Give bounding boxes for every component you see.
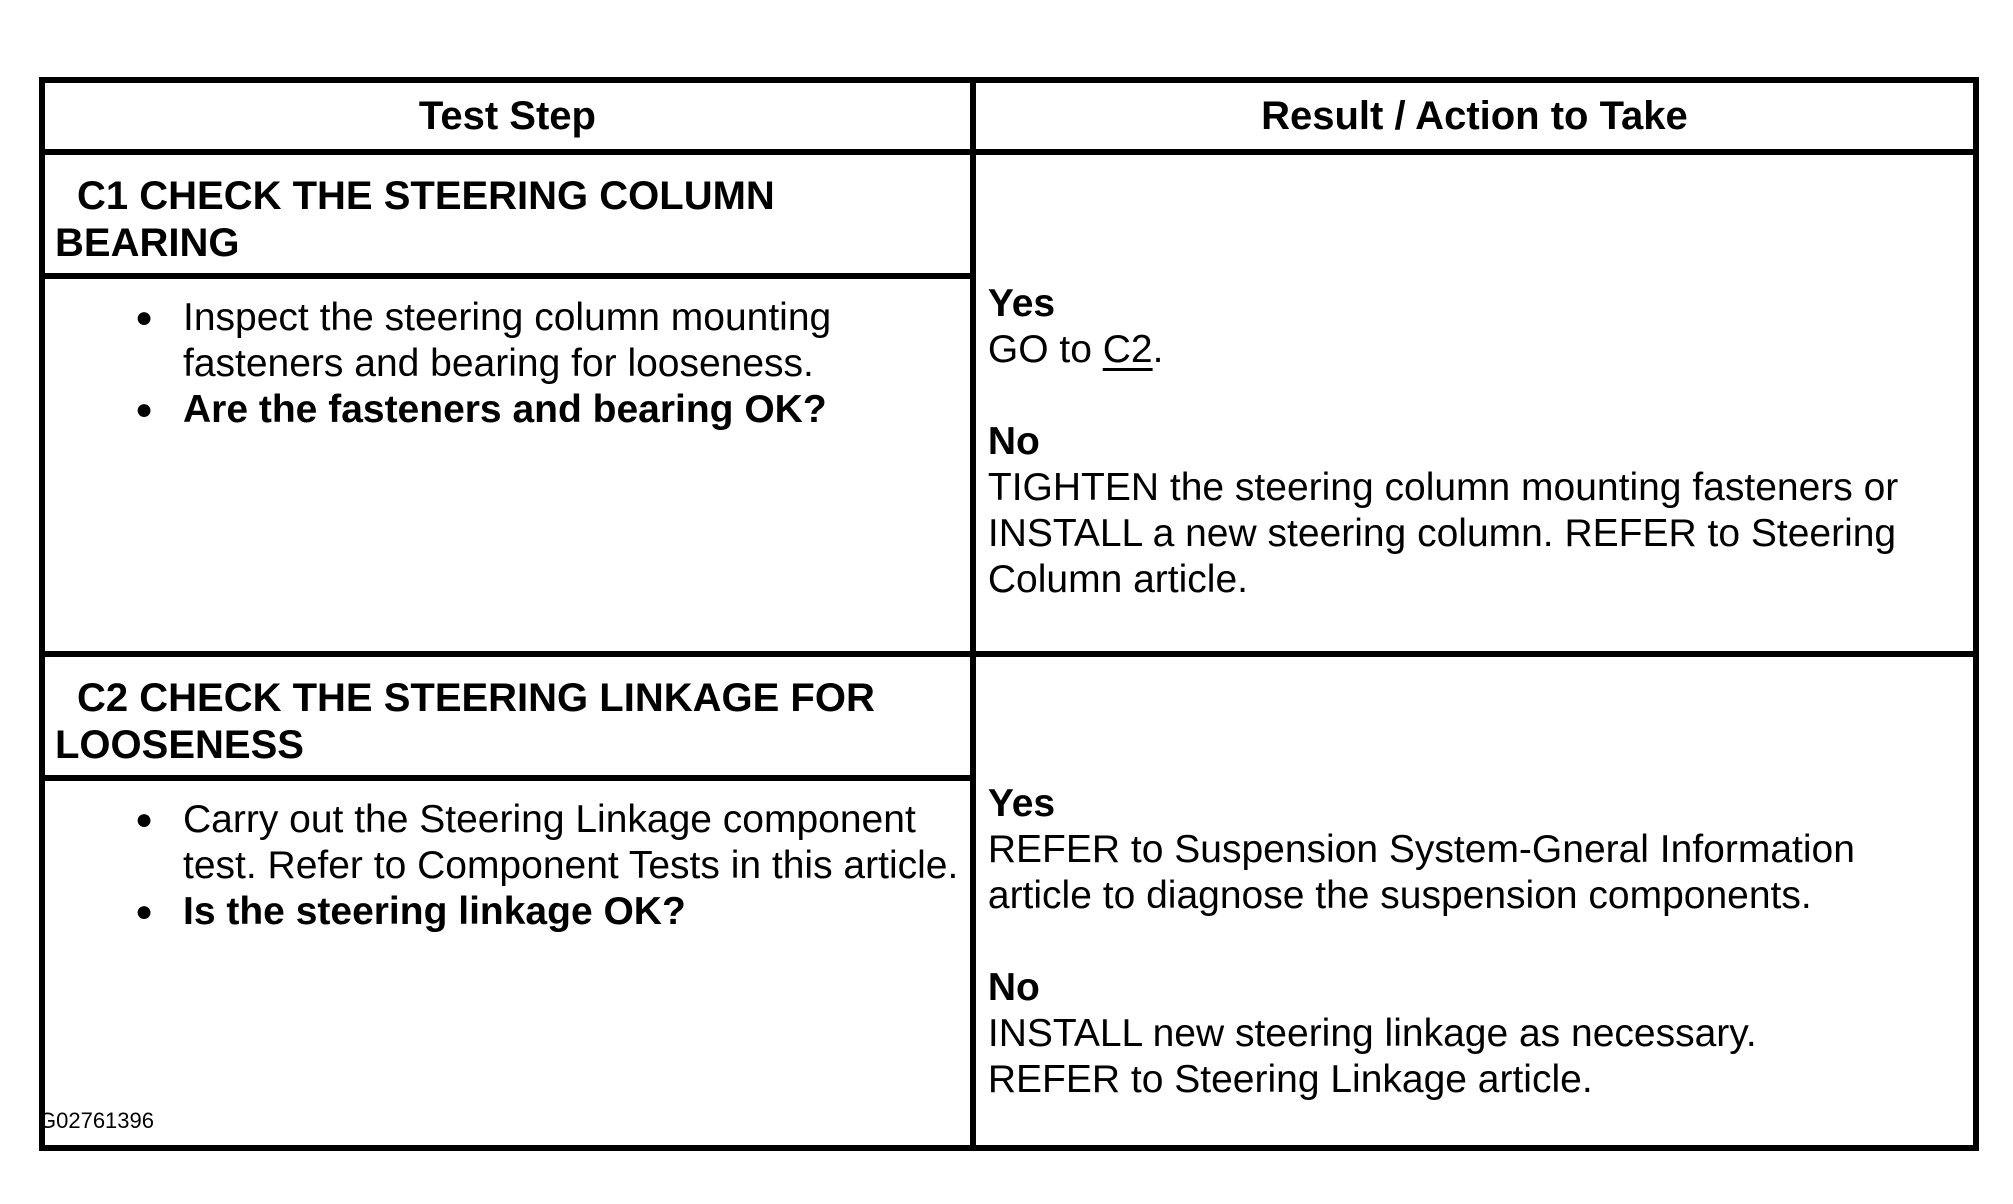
step-c2-title-line1: C2 CHECK THE STEERING LINKAGE FOR [77, 676, 875, 720]
step-c1-yes-label: Yes [987, 282, 1056, 325]
step-c2-instruction-text: Carry out the Steering Linkage component test. Refer to Component Tests in this article. [183, 798, 959, 887]
bullet-icon: ● [135, 393, 154, 426]
step-c2-title-line2: LOOSENESS [55, 723, 304, 767]
header-test-step: Test Step [42, 80, 973, 152]
step-c1-question-text: Are the fasteners and bearing OK? [183, 388, 827, 431]
spacer [988, 919, 1965, 965]
step-c2-yes-label: Yes [987, 782, 1056, 825]
step-c2-results [973, 654, 1976, 1148]
step-c2-bullet-list [45, 797, 960, 935]
spacer [988, 373, 1965, 419]
step-c1-title-line1: C1 CHECK THE STEERING COLUMN [77, 174, 775, 218]
step-c2-no-action-line2: REFER to Steering Linkage article. [987, 1058, 1593, 1101]
go-to-c2-link[interactable]: C2 [1102, 328, 1153, 371]
step-c2-question-text: Is the steering linkage OK? [183, 890, 686, 933]
step-c1-results [973, 152, 1976, 654]
step-c1-instruction-text: Inspect the steering column mounting fasteners and bearing for looseness. [183, 296, 832, 385]
step-c1-yes-action [988, 327, 1965, 373]
figure-id: G02761396 [39, 1108, 154, 1133]
diagnostic-table [39, 77, 1979, 1151]
bullet-icon: ● [135, 803, 154, 836]
step-c1-body [42, 276, 973, 654]
step-c1-bullet-question [135, 387, 960, 433]
step-c1-bullet-list [45, 295, 960, 433]
step-c1-title-line2: BEARING [55, 221, 240, 265]
step-c2-bullet-question [135, 889, 960, 935]
bullet-icon: ● [135, 301, 154, 334]
step-c2-yes-action: REFER to Suspension System-Gneral Information article to diagnose the suspension components. [987, 828, 1855, 917]
header-result-action: Result / Action to Take [973, 80, 1976, 152]
bullet-icon: ● [135, 895, 154, 928]
step-c1-no-label: No [987, 420, 1040, 463]
step-c2-no-action-line1: INSTALL new steering linkage as necessary. [987, 1012, 1757, 1055]
step-c1-yes-action-prefix: GO to [987, 328, 1103, 371]
step-c2-bullet-instruction [135, 797, 960, 889]
step-c1-title [42, 152, 973, 276]
step-c1-no-action: TIGHTEN the steering column mounting fasteners or INSTALL a new steering column. REFER to Steering Column article. [987, 466, 1899, 601]
step-c2-no-label: No [987, 966, 1040, 1009]
step-c2-title [42, 654, 973, 778]
step-c2-body [42, 778, 973, 1148]
step-c1-bullet-instruction [135, 295, 960, 387]
step-c1-yes-action-suffix: . [1152, 328, 1164, 371]
